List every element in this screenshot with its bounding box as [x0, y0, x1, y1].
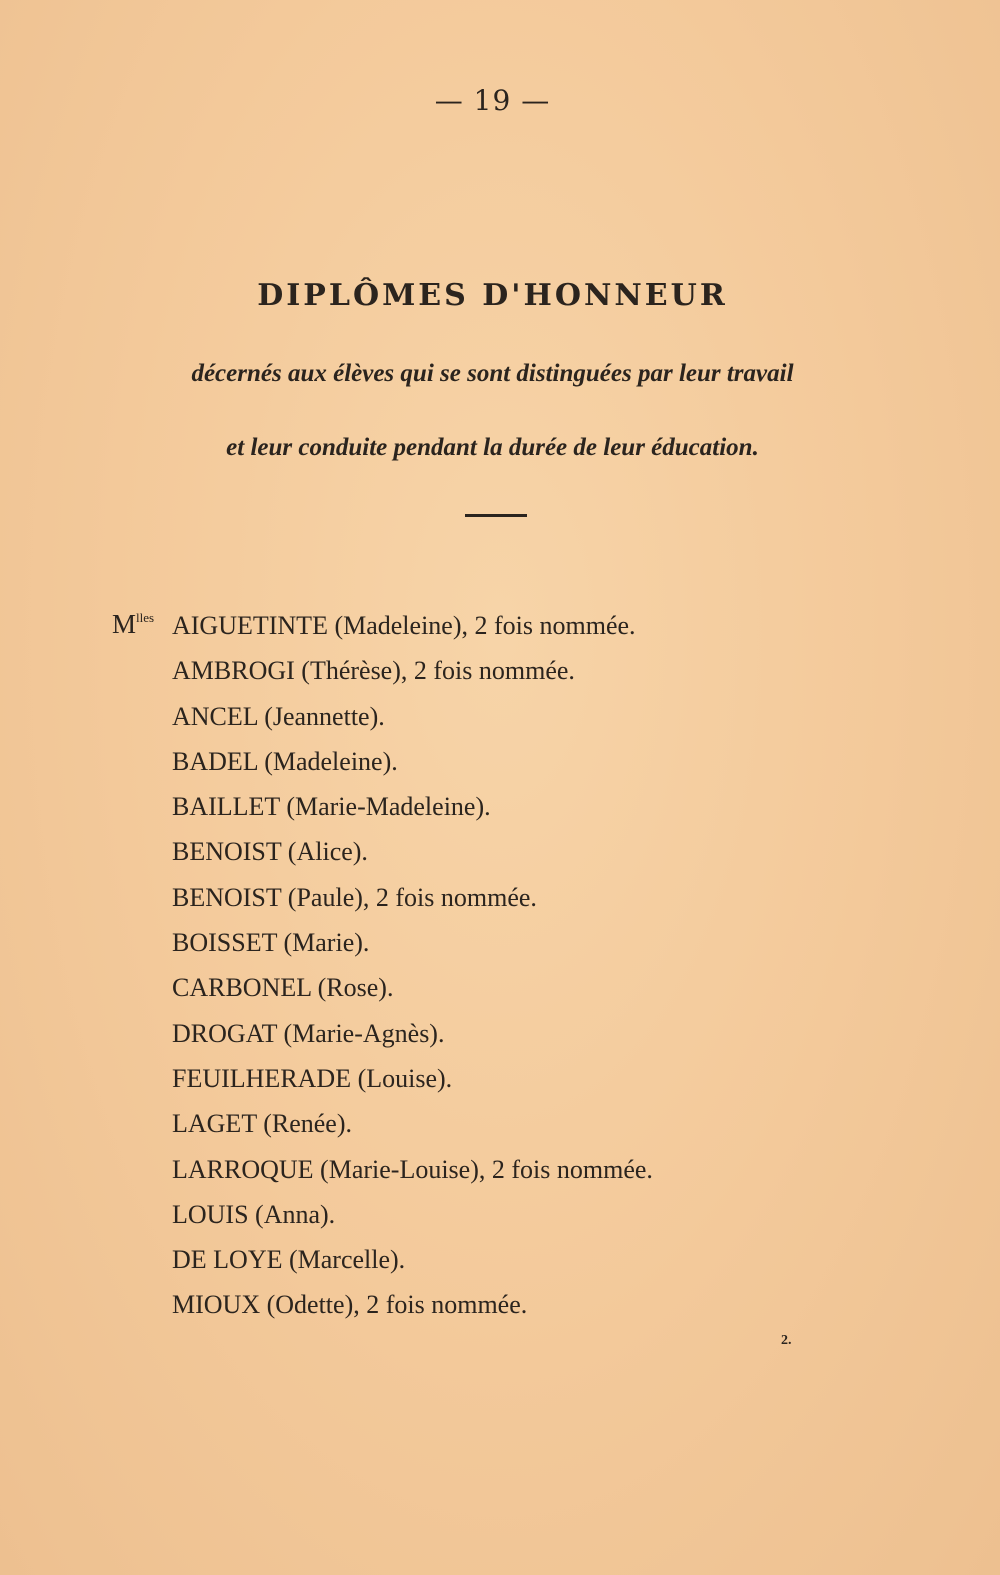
honorific-base: M [112, 609, 137, 639]
list-item: BADEL (Madeleine). [172, 746, 398, 776]
page-title: DIPLÔMES D'HONNEUR [257, 278, 728, 313]
page-number: — 19 — [434, 84, 551, 117]
list-item: BENOIST (Paule), 2 fois nommée. [172, 882, 537, 912]
list-item: MIOUX (Odette), 2 fois nommée. [172, 1290, 528, 1320]
signature-mark: 2. [781, 1333, 792, 1348]
divider-rule [465, 514, 527, 517]
subtitle-line-1: décernés aux élèves qui se sont distinguées par leur travail [191, 360, 794, 387]
honorific-prefix [112, 609, 154, 640]
list-item: BAILLET (Marie-Madeleine). [172, 792, 491, 822]
list-item: ANCEL (Jeannette). [172, 701, 385, 731]
list-item: CARBONEL (Rose). [172, 973, 394, 1003]
list-item: AIGUETINTE (Madeleine), 2 fois nommée. [172, 611, 636, 640]
list-item: DROGAT (Marie-Agnès). [172, 1018, 445, 1048]
list-item: DE LOYE (Marcelle). [172, 1245, 406, 1275]
subtitle-line-2: et leur conduite pendant la durée de leur éducation. [226, 434, 759, 461]
list-item: LAGET (Renée). [172, 1109, 353, 1139]
list-item: LARROQUE (Marie-Louise), 2 fois nommée. [172, 1154, 653, 1184]
list-item: FEUILHERADE (Louise). [172, 1063, 453, 1093]
honorific-superscript: lles [136, 610, 155, 625]
list-item: BOISSET (Marie). [172, 928, 370, 958]
list-item: AMBROGI (Thérèse), 2 fois nommée. [172, 656, 575, 686]
list-item: LOUIS (Anna). [172, 1199, 336, 1229]
honoree-list [172, 606, 653, 1331]
list-item: BENOIST (Alice). [172, 837, 368, 867]
